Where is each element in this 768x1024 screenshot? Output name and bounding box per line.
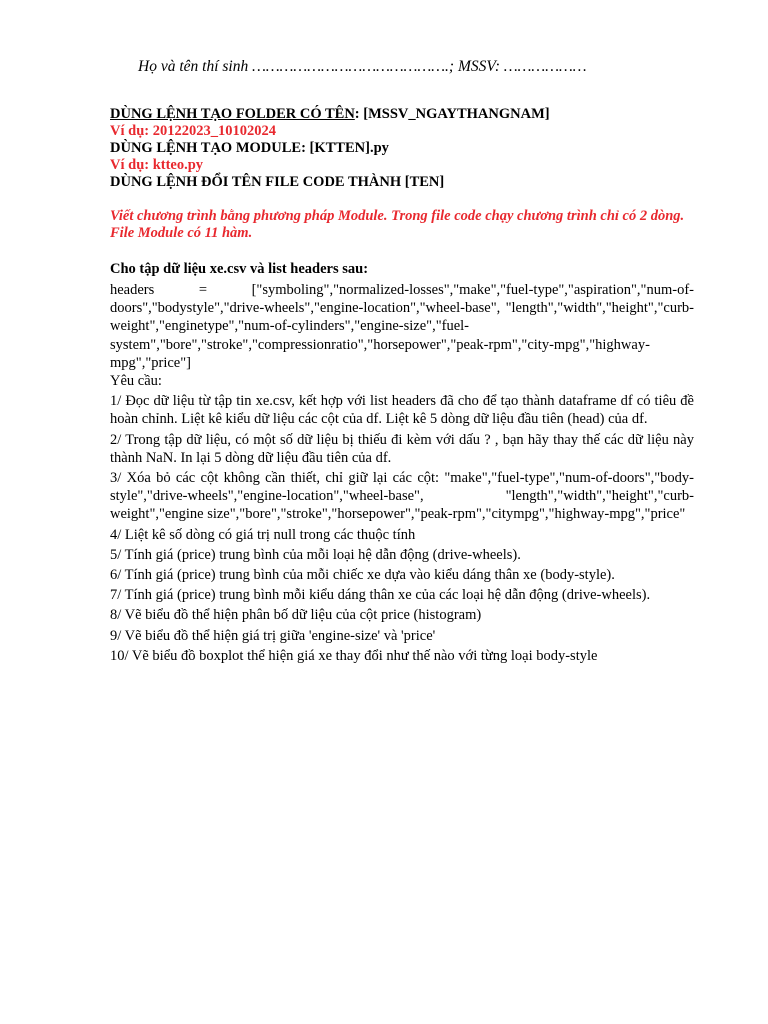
requirement-item-10: 10/ Vẽ biểu đồ boxplot thể hiện giá xe thay đổi như thế nào với từng loại body-style bbox=[110, 647, 598, 664]
requirements-label: Yêu cầu: bbox=[110, 373, 162, 390]
requirement-item-7: 7/ Tính giá (price) trung bình mỗi kiểu dáng thân xe của các loại hệ dẫn động (drive-wheels). bbox=[110, 587, 651, 604]
exam-document bbox=[110, 58, 694, 665]
module-example: Ví dụ: ktteo.py bbox=[110, 157, 204, 173]
requirement-item-1: 1/ Đọc dữ liệu từ tập tin xe.csv, kết hợp với list headers đã cho để tạo thành dataframe df có tiêu đề hoàn chỉnh. Liệt kê kiểu dữ liệu các cột của df. Liệt kê 5 dòng dữ liệu đầu tiên (head) của df. bbox=[110, 393, 694, 428]
module-command-line: DÙNG LỆNH TẠO MODULE: [KTTEN].py bbox=[110, 140, 389, 156]
requirement-item-6: 6/ Tính giá (price) trung bình của mỗi chiếc xe dựa vào kiểu dáng thân xe (body-style). bbox=[110, 567, 615, 584]
requirement-item-8: 8/ Vẽ biểu đồ thể hiện phân bố dữ liệu của cột price (histogram) bbox=[110, 607, 482, 624]
module-function-count-note: File Module có 11 hàm. bbox=[110, 225, 253, 241]
candidate-info-line: Họ và tên thí sinh …………………………………….; MSSV: ……………… bbox=[138, 58, 587, 75]
dataset-title: Cho tập dữ liệu xe.csv và list headers sau: bbox=[110, 261, 369, 277]
folder-command-value: : [MSSV_NGAYTHANGNAM] bbox=[354, 106, 550, 122]
folder-example: Ví dụ: 20122023_10102024 bbox=[110, 123, 276, 139]
requirement-item-9: 9/ Vẽ biểu đồ thể hiện giá trị giữa 'engine-size' và 'price' bbox=[110, 627, 436, 644]
headers-list: headers = ["symboling","normalized-losses","make","fuel-type","aspiration","num-of-doors","bodystyle","drive-wheels","engine-location","wheel-base", "length","width","height","curb-weight","enginetype","num-of-cylinders","engine-size","fuel-system","bore","stroke","compressionratio","horsepower","peak-rpm","city-mpg","highway-mpg","price"] bbox=[110, 282, 694, 371]
folder-command-label: DÙNG LỆNH TẠO FOLDER CÓ TÊN bbox=[110, 106, 355, 122]
requirement-item-3: 3/ Xóa bỏ các cột không cần thiết, chỉ giữ lại các cột: "make","fuel-type","num-of-doors","body-style","drive-wheels","engine-location","wheel-base", "length","width","height","curb-weight","engine size","bore","stroke","horsepower","peak-rpm","citympg","highway-mpg","price" bbox=[110, 470, 694, 523]
rename-command-line: DÙNG LỆNH ĐỔI TÊN FILE CODE THÀNH [TEN] bbox=[110, 174, 445, 190]
requirement-item-5: 5/ Tính giá (price) trung bình của mỗi loại hệ dẫn động (drive-wheels). bbox=[110, 546, 521, 563]
folder-command-line bbox=[110, 106, 694, 123]
requirement-item-4: 4/ Liệt kê số dòng có giá trị null trong các thuộc tính bbox=[110, 526, 416, 543]
requirement-item-2: 2/ Trong tập dữ liệu, có một số dữ liệu bị thiếu đi kèm với dấu ? , bạn hãy thay thế các dữ liệu này thành NaN. In lại 5 dòng dữ liệu đầu tiên của df. bbox=[110, 431, 694, 466]
module-instruction-note: Viết chương trình bằng phương pháp Module. Trong file code chạy chương trình chỉ có 2 dòng. bbox=[110, 208, 685, 224]
